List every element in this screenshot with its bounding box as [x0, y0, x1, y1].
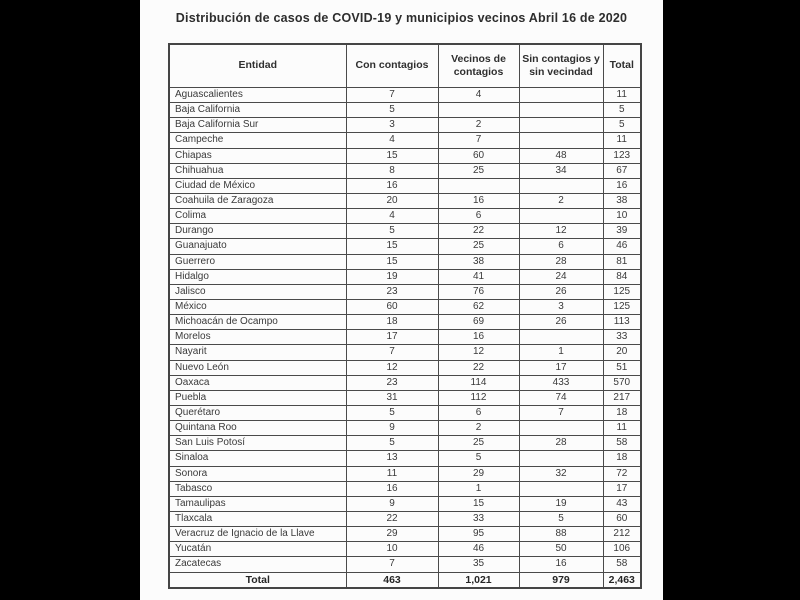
value-cell	[519, 330, 603, 345]
value-cell: 17	[603, 481, 641, 496]
value-cell: 69	[438, 315, 519, 330]
value-cell: 5	[603, 103, 641, 118]
value-cell	[438, 103, 519, 118]
value-cell: 114	[438, 375, 519, 390]
table-row	[169, 284, 641, 299]
column-header: Con contagios	[346, 44, 438, 88]
entity-cell: Yucatán	[169, 542, 346, 557]
value-cell: 22	[438, 224, 519, 239]
entity-cell: Guerrero	[169, 254, 346, 269]
value-cell: 2	[438, 421, 519, 436]
entity-cell: Michoacán de Ocampo	[169, 315, 346, 330]
value-cell: 58	[603, 436, 641, 451]
entity-cell: Zacatecas	[169, 557, 346, 572]
value-cell: 12	[438, 345, 519, 360]
value-cell	[519, 118, 603, 133]
total-label-cell: Total	[169, 572, 346, 588]
column-header: Sin contagios y sin vecindad	[519, 44, 603, 88]
value-cell: 7	[519, 405, 603, 420]
table-row	[169, 118, 641, 133]
entity-cell: Durango	[169, 224, 346, 239]
value-cell	[438, 178, 519, 193]
value-cell: 7	[346, 345, 438, 360]
value-cell: 16	[603, 178, 641, 193]
table-row	[169, 178, 641, 193]
value-cell: 113	[603, 315, 641, 330]
table-row	[169, 360, 641, 375]
value-cell: 5	[346, 103, 438, 118]
entity-cell: Guanajuato	[169, 239, 346, 254]
value-cell: 43	[603, 496, 641, 511]
table-row	[169, 527, 641, 542]
table-row	[169, 148, 641, 163]
entity-cell: San Luis Potosí	[169, 436, 346, 451]
value-cell: 38	[603, 193, 641, 208]
table-row	[169, 209, 641, 224]
value-cell: 33	[603, 330, 641, 345]
entity-cell: Sinaloa	[169, 451, 346, 466]
value-cell: 8	[346, 163, 438, 178]
value-cell: 20	[603, 345, 641, 360]
value-cell: 125	[603, 284, 641, 299]
entity-cell: Aguascalientes	[169, 88, 346, 103]
value-cell: 9	[346, 421, 438, 436]
table-row	[169, 375, 641, 390]
entity-cell: Nuevo León	[169, 360, 346, 375]
total-value-cell: 2,463	[603, 572, 641, 588]
value-cell: 12	[519, 224, 603, 239]
table-row	[169, 405, 641, 420]
right-letterbox-bar	[663, 0, 800, 600]
value-cell: 15	[438, 496, 519, 511]
value-cell: 15	[346, 148, 438, 163]
table-row	[169, 224, 641, 239]
value-cell: 570	[603, 375, 641, 390]
value-cell: 25	[438, 163, 519, 178]
value-cell: 84	[603, 269, 641, 284]
value-cell: 72	[603, 466, 641, 481]
table-row	[169, 436, 641, 451]
value-cell: 23	[346, 284, 438, 299]
value-cell: 15	[346, 239, 438, 254]
value-cell	[519, 209, 603, 224]
covid-cases-table	[168, 43, 642, 589]
value-cell: 10	[603, 209, 641, 224]
entity-cell: México	[169, 299, 346, 314]
table-row	[169, 557, 641, 572]
value-cell: 4	[346, 209, 438, 224]
value-cell: 25	[438, 239, 519, 254]
value-cell: 9	[346, 496, 438, 511]
value-cell: 41	[438, 269, 519, 284]
value-cell: 1	[438, 481, 519, 496]
table-row	[169, 330, 641, 345]
value-cell: 1	[519, 345, 603, 360]
value-cell: 46	[603, 239, 641, 254]
value-cell: 51	[603, 360, 641, 375]
value-cell: 16	[346, 178, 438, 193]
value-cell	[519, 103, 603, 118]
value-cell: 22	[438, 360, 519, 375]
value-cell: 15	[346, 254, 438, 269]
entity-cell: Ciudad de México	[169, 178, 346, 193]
value-cell	[519, 133, 603, 148]
table-row	[169, 103, 641, 118]
left-letterbox-bar	[0, 0, 140, 600]
table-row	[169, 315, 641, 330]
table-row	[169, 163, 641, 178]
value-cell: 39	[603, 224, 641, 239]
value-cell: 19	[346, 269, 438, 284]
entity-cell: Tabasco	[169, 481, 346, 496]
entity-cell: Sonora	[169, 466, 346, 481]
value-cell: 62	[438, 299, 519, 314]
table-row	[169, 481, 641, 496]
value-cell: 5	[603, 118, 641, 133]
column-header: Entidad	[169, 44, 346, 88]
value-cell: 95	[438, 527, 519, 542]
value-cell: 7	[346, 88, 438, 103]
value-cell	[519, 451, 603, 466]
value-cell: 17	[346, 330, 438, 345]
value-cell: 18	[603, 451, 641, 466]
value-cell: 11	[603, 421, 641, 436]
value-cell: 7	[346, 557, 438, 572]
table-row	[169, 542, 641, 557]
value-cell: 35	[438, 557, 519, 572]
table-row	[169, 466, 641, 481]
value-cell	[519, 481, 603, 496]
value-cell: 34	[519, 163, 603, 178]
value-cell: 26	[519, 315, 603, 330]
figure-title: Distribución de casos de COVID-19 y municipios vecinos Abril 16 de 2020	[175, 11, 628, 25]
value-cell: 3	[346, 118, 438, 133]
total-value-cell: 979	[519, 572, 603, 588]
table-row	[169, 193, 641, 208]
value-cell: 12	[346, 360, 438, 375]
value-cell: 25	[438, 436, 519, 451]
value-cell: 60	[603, 511, 641, 526]
value-cell: 123	[603, 148, 641, 163]
value-cell: 18	[346, 315, 438, 330]
value-cell: 67	[603, 163, 641, 178]
value-cell: 50	[519, 542, 603, 557]
value-cell: 11	[346, 466, 438, 481]
value-cell: 29	[438, 466, 519, 481]
value-cell: 46	[438, 542, 519, 557]
value-cell: 106	[603, 542, 641, 557]
value-cell: 20	[346, 193, 438, 208]
value-cell: 4	[346, 133, 438, 148]
entity-cell: Chiapas	[169, 148, 346, 163]
value-cell: 23	[346, 375, 438, 390]
value-cell: 6	[438, 209, 519, 224]
value-cell: 2	[519, 193, 603, 208]
value-cell: 88	[519, 527, 603, 542]
value-cell: 76	[438, 284, 519, 299]
value-cell: 16	[438, 330, 519, 345]
value-cell: 38	[438, 254, 519, 269]
value-cell: 5	[346, 224, 438, 239]
entity-cell: Jalisco	[169, 284, 346, 299]
table-row	[169, 421, 641, 436]
value-cell: 60	[438, 148, 519, 163]
value-cell: 212	[603, 527, 641, 542]
value-cell: 48	[519, 148, 603, 163]
entity-cell: Querétaro	[169, 405, 346, 420]
entity-cell: Morelos	[169, 330, 346, 345]
value-cell: 31	[346, 390, 438, 405]
value-cell: 7	[438, 133, 519, 148]
entity-cell: Baja California Sur	[169, 118, 346, 133]
total-value-cell: 463	[346, 572, 438, 588]
value-cell: 18	[603, 405, 641, 420]
table-row	[169, 511, 641, 526]
entity-cell: Oaxaca	[169, 375, 346, 390]
table-row	[169, 254, 641, 269]
total-row	[169, 572, 641, 588]
value-cell: 22	[346, 511, 438, 526]
value-cell: 28	[519, 436, 603, 451]
table-row	[169, 390, 641, 405]
entity-cell: Puebla	[169, 390, 346, 405]
value-cell	[519, 178, 603, 193]
value-cell: 13	[346, 451, 438, 466]
value-cell: 60	[346, 299, 438, 314]
value-cell: 5	[346, 436, 438, 451]
table-row	[169, 451, 641, 466]
value-cell: 5	[438, 451, 519, 466]
column-header: Vecinos de contagios	[438, 44, 519, 88]
value-cell: 4	[438, 88, 519, 103]
entity-cell: Baja California	[169, 103, 346, 118]
value-cell: 3	[519, 299, 603, 314]
value-cell: 58	[603, 557, 641, 572]
value-cell: 26	[519, 284, 603, 299]
entity-cell: Veracruz de Ignacio de la Llave	[169, 527, 346, 542]
table-row	[169, 299, 641, 314]
value-cell: 433	[519, 375, 603, 390]
value-cell: 74	[519, 390, 603, 405]
header-row	[169, 44, 641, 88]
column-header: Total	[603, 44, 641, 88]
entity-cell: Quintana Roo	[169, 421, 346, 436]
table-row	[169, 88, 641, 103]
value-cell: 6	[519, 239, 603, 254]
value-cell: 11	[603, 133, 641, 148]
entity-cell: Campeche	[169, 133, 346, 148]
entity-cell: Colima	[169, 209, 346, 224]
value-cell: 11	[603, 88, 641, 103]
value-cell: 24	[519, 269, 603, 284]
entity-cell: Hidalgo	[169, 269, 346, 284]
table-row	[169, 496, 641, 511]
table-row	[169, 133, 641, 148]
value-cell: 28	[519, 254, 603, 269]
table-row	[169, 345, 641, 360]
value-cell: 16	[438, 193, 519, 208]
table-row	[169, 239, 641, 254]
value-cell: 19	[519, 496, 603, 511]
value-cell: 32	[519, 466, 603, 481]
table-row	[169, 269, 641, 284]
value-cell: 17	[519, 360, 603, 375]
entity-cell: Coahuila de Zaragoza	[169, 193, 346, 208]
value-cell: 33	[438, 511, 519, 526]
entity-cell: Chihuahua	[169, 163, 346, 178]
value-cell: 10	[346, 542, 438, 557]
value-cell: 2	[438, 118, 519, 133]
value-cell: 6	[438, 405, 519, 420]
value-cell: 16	[519, 557, 603, 572]
total-value-cell: 1,021	[438, 572, 519, 588]
value-cell: 217	[603, 390, 641, 405]
value-cell: 16	[346, 481, 438, 496]
value-cell: 81	[603, 254, 641, 269]
value-cell: 125	[603, 299, 641, 314]
value-cell: 29	[346, 527, 438, 542]
value-cell	[519, 421, 603, 436]
value-cell: 5	[346, 405, 438, 420]
entity-cell: Nayarit	[169, 345, 346, 360]
entity-cell: Tlaxcala	[169, 511, 346, 526]
figure-panel	[140, 0, 663, 600]
entity-cell: Tamaulipas	[169, 496, 346, 511]
value-cell: 5	[519, 511, 603, 526]
table-body	[169, 88, 641, 573]
value-cell	[519, 88, 603, 103]
value-cell: 112	[438, 390, 519, 405]
